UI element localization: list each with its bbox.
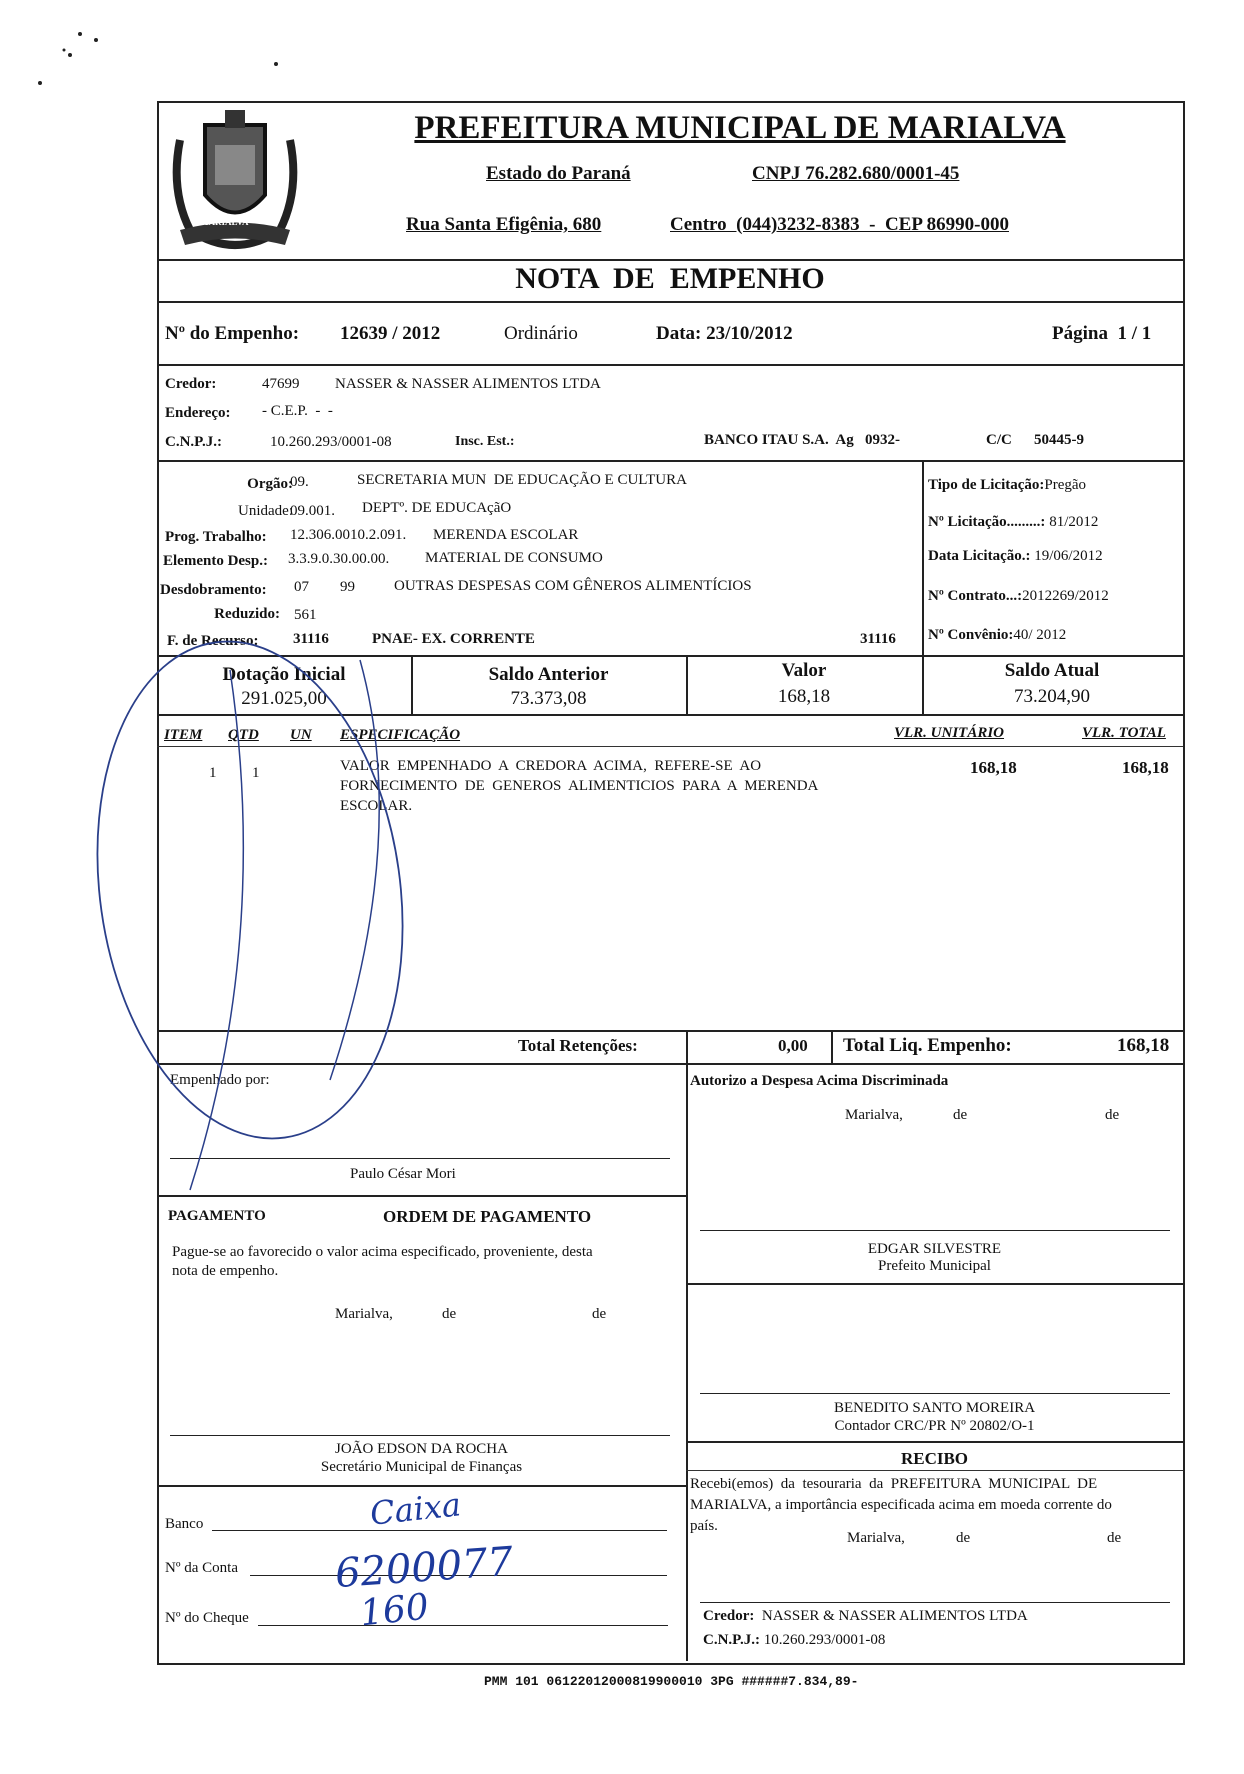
retencoes-value: 0,00 (778, 1036, 808, 1055)
pagamento-text2: nota de empenho. (172, 1263, 279, 1279)
credor-code: 47699 (262, 376, 300, 392)
cc-label: C/C (986, 432, 1012, 448)
unidade-code: 09.001. (290, 503, 335, 519)
fonte-desc: PNAE- EX. CORRENTE (372, 631, 535, 647)
autorizo-city: Marialva, (845, 1107, 903, 1123)
col-unit: VLR. UNITÁRIO (894, 725, 1005, 741)
document-title: NOTA DE EMPENHO (515, 262, 825, 295)
cnpj-label: CNPJ 76.282.680/0001-45 (752, 163, 960, 184)
num-convenio: Nº Convênio:40/ 2012 (928, 627, 1067, 643)
empenho-date: Data: 23/10/2012 (656, 323, 793, 344)
data-licitacao: Data Licitação.: 19/06/2012 (928, 548, 1103, 564)
banco-label: Banco (165, 1516, 204, 1532)
cnpj-credor-value: 10.260.293/0001-08 (270, 434, 392, 450)
secretario-name: JOÃO EDSON DA ROCHA (335, 1441, 508, 1457)
item-desc-line1: VALOR EMPENHADO A CREDORA ACIMA, REFERE-SE AO (340, 758, 762, 774)
empenhado-signer: Paulo César Mori (350, 1166, 456, 1182)
fonte-code: 31116 (293, 631, 329, 647)
saldo-atual-value: 73.204,90 (1014, 686, 1090, 707)
contador-name: BENEDITO SANTO MOREIRA (833, 1400, 1036, 1416)
endereco-label: Endereço: (165, 405, 231, 421)
cheque-label: Nº do Cheque (165, 1610, 249, 1626)
autorizo-label: Autorizo a Despesa Acima Discriminada (690, 1073, 949, 1089)
desdobramento-label: Desdobramento: (160, 582, 267, 598)
credor-label: Credor: (165, 376, 217, 392)
empenho-type: Ordinário (504, 323, 578, 344)
coat-of-arms-logo (160, 100, 310, 260)
contador-role: Contador CRC/PR Nº 20802/O-1 (834, 1418, 1035, 1434)
secretario-role: Secretário Municipal de Finanças (320, 1459, 523, 1475)
handwritten-cheque: 160 (358, 1586, 431, 1635)
col-total: VLR. TOTAL (1082, 725, 1166, 741)
pagamento-de1: de (442, 1306, 457, 1322)
prog-label: Prog. Trabalho: (165, 529, 267, 545)
dotacao-value: 291.025,00 (241, 688, 327, 709)
unidade-desc: DEPTº. DE EDUCAçãO (362, 500, 512, 516)
cc-value: 50445-9 (1034, 432, 1084, 448)
pagamento-city: Marialva, (335, 1306, 393, 1322)
desdobramento-desc: OUTRAS DESPESAS COM GÊNEROS ALIMENTÍCIOS (394, 578, 752, 594)
elemento-desc: MATERIAL DE CONSUMO (425, 550, 603, 566)
logo-text: MARIALVA (200, 217, 249, 227)
saldo-anterior-label: Saldo Anterior (488, 664, 609, 685)
liq-value: 168,18 (1117, 1035, 1170, 1056)
col-un: UN (290, 727, 312, 743)
num-contrato: Nº Contrato...:2012269/2012 (928, 588, 1109, 604)
recibo-credor: Credor: NASSER & NASSER ALIMENTOS LTDA (703, 1608, 1028, 1624)
cnpj-credor-label: C.N.P.J.: (165, 434, 222, 450)
col-espec: ESPECIFICAÇÃO (340, 727, 461, 743)
orgao-desc: SECRETARIA MUN DE EDUCAÇÃO E CULTURA (357, 472, 687, 488)
banco-info: BANCO ITAU S.A. Ag 0932- (704, 432, 900, 448)
prefeito-name: EDGAR SILVESTRE (867, 1241, 1002, 1257)
address-rest: Centro (044)3232-8383 - CEP 86990-000 (670, 214, 1009, 235)
col-qtd: QTD (228, 727, 259, 743)
scan-specks (0, 0, 300, 100)
recibo-city: Marialva, (847, 1530, 905, 1546)
unidade-label: Unidade: (238, 503, 293, 519)
recibo-de2: de (1107, 1530, 1122, 1546)
autorizo-de2: de (1105, 1107, 1120, 1123)
empenho-label: Nº do Empenho: (165, 323, 300, 344)
orgao-code: 09. (290, 474, 309, 490)
reduzido-code: 561 (294, 607, 317, 623)
recibo-de1: de (956, 1530, 971, 1546)
state-label: Estado do Paraná (486, 163, 631, 184)
pagamento-label: PAGAMENTO (168, 1208, 266, 1224)
elemento-label: Elemento Desp.: (163, 553, 268, 569)
page-number: Página 1 / 1 (1052, 323, 1152, 344)
conta-label: Nº da Conta (165, 1560, 238, 1576)
recibo-title: RECIBO (900, 1449, 969, 1468)
valor-label: Valor (781, 660, 827, 681)
handwritten-conta: 6200077 (333, 1538, 515, 1598)
tipo-licitacao: Tipo de Licitação:Pregão (928, 477, 1087, 493)
handwritten-banco: Caixa (368, 1485, 463, 1533)
item-qtd: 1 (252, 765, 260, 781)
autorizo-de1: de (953, 1107, 968, 1123)
endereco-value: - C.E.P. - - (262, 403, 333, 419)
fonte-label: F. de Recurso: (167, 633, 259, 649)
recibo-text1: Recebi(emos) da tesouraria da PREFEITURA MUNICIPAL DE (690, 1476, 1098, 1492)
reduzido-label: Reduzido: (214, 606, 280, 622)
liq-label: Total Liq. Empenho: (843, 1035, 1012, 1056)
num-licitacao: Nº Licitação.........: 81/2012 (928, 514, 1099, 530)
desdobramento-code2: 99 (340, 579, 355, 595)
footer-code: PMM 101 06122012000819900010 3PG ######7.834,89- (484, 1674, 859, 1689)
col-item: ITEM (164, 727, 203, 743)
insc-est-label: Insc. Est.: (455, 434, 515, 449)
item-desc-line3: ESCOLAR. (340, 798, 413, 814)
recibo-text2: MARIALVA, a importância especificada acima em moeda corrente do (690, 1497, 1112, 1513)
saldo-atual-label: Saldo Atual (1004, 660, 1100, 681)
handwritten-scribble (80, 640, 500, 1240)
item-desc-line2: FORNECIMENTO DE GENEROS ALIMENTICIOS PARA A MERENDA (340, 778, 819, 794)
retencoes-label: Total Retenções: (518, 1036, 638, 1055)
fonte-code-right: 31116 (860, 631, 896, 647)
desdobramento-code: 07 (294, 579, 309, 595)
valor-value: 168,18 (777, 686, 831, 707)
item-number: 1 (209, 765, 217, 781)
recibo-text3: país. (690, 1518, 718, 1534)
prog-desc: MERENDA ESCOLAR (433, 527, 579, 543)
page-title: PREFEITURA MUNICIPAL DE MARIALVA (414, 110, 1066, 146)
ordem-pagamento: ORDEM DE PAGAMENTO (383, 1207, 592, 1226)
orgao-label: Orgão: (247, 476, 293, 492)
pagamento-de2: de (592, 1306, 607, 1322)
prog-code: 12.306.0010.2.091. (290, 527, 407, 543)
empenho-number: 12639 / 2012 (340, 323, 441, 344)
address-street: Rua Santa Efigênia, 680 (406, 214, 602, 235)
credor-name: NASSER & NASSER ALIMENTOS LTDA (335, 376, 601, 392)
item-total-value: 168,18 (1122, 758, 1169, 777)
item-unit-value: 168,18 (970, 758, 1017, 777)
elemento-code: 3.3.9.0.30.00.00. (288, 551, 390, 567)
dotacao-label: Dotação Inicial (222, 664, 346, 685)
saldo-anterior-value: 73.373,08 (510, 688, 587, 709)
empenhado-label: Empenhado por: (170, 1072, 270, 1088)
prefeito-role: Prefeito Municipal (878, 1258, 991, 1274)
recibo-cnpj: C.N.P.J.: 10.260.293/0001-08 (703, 1632, 886, 1648)
pagamento-text1: Pague-se ao favorecido o valor acima especificado, proveniente, desta (172, 1244, 593, 1260)
